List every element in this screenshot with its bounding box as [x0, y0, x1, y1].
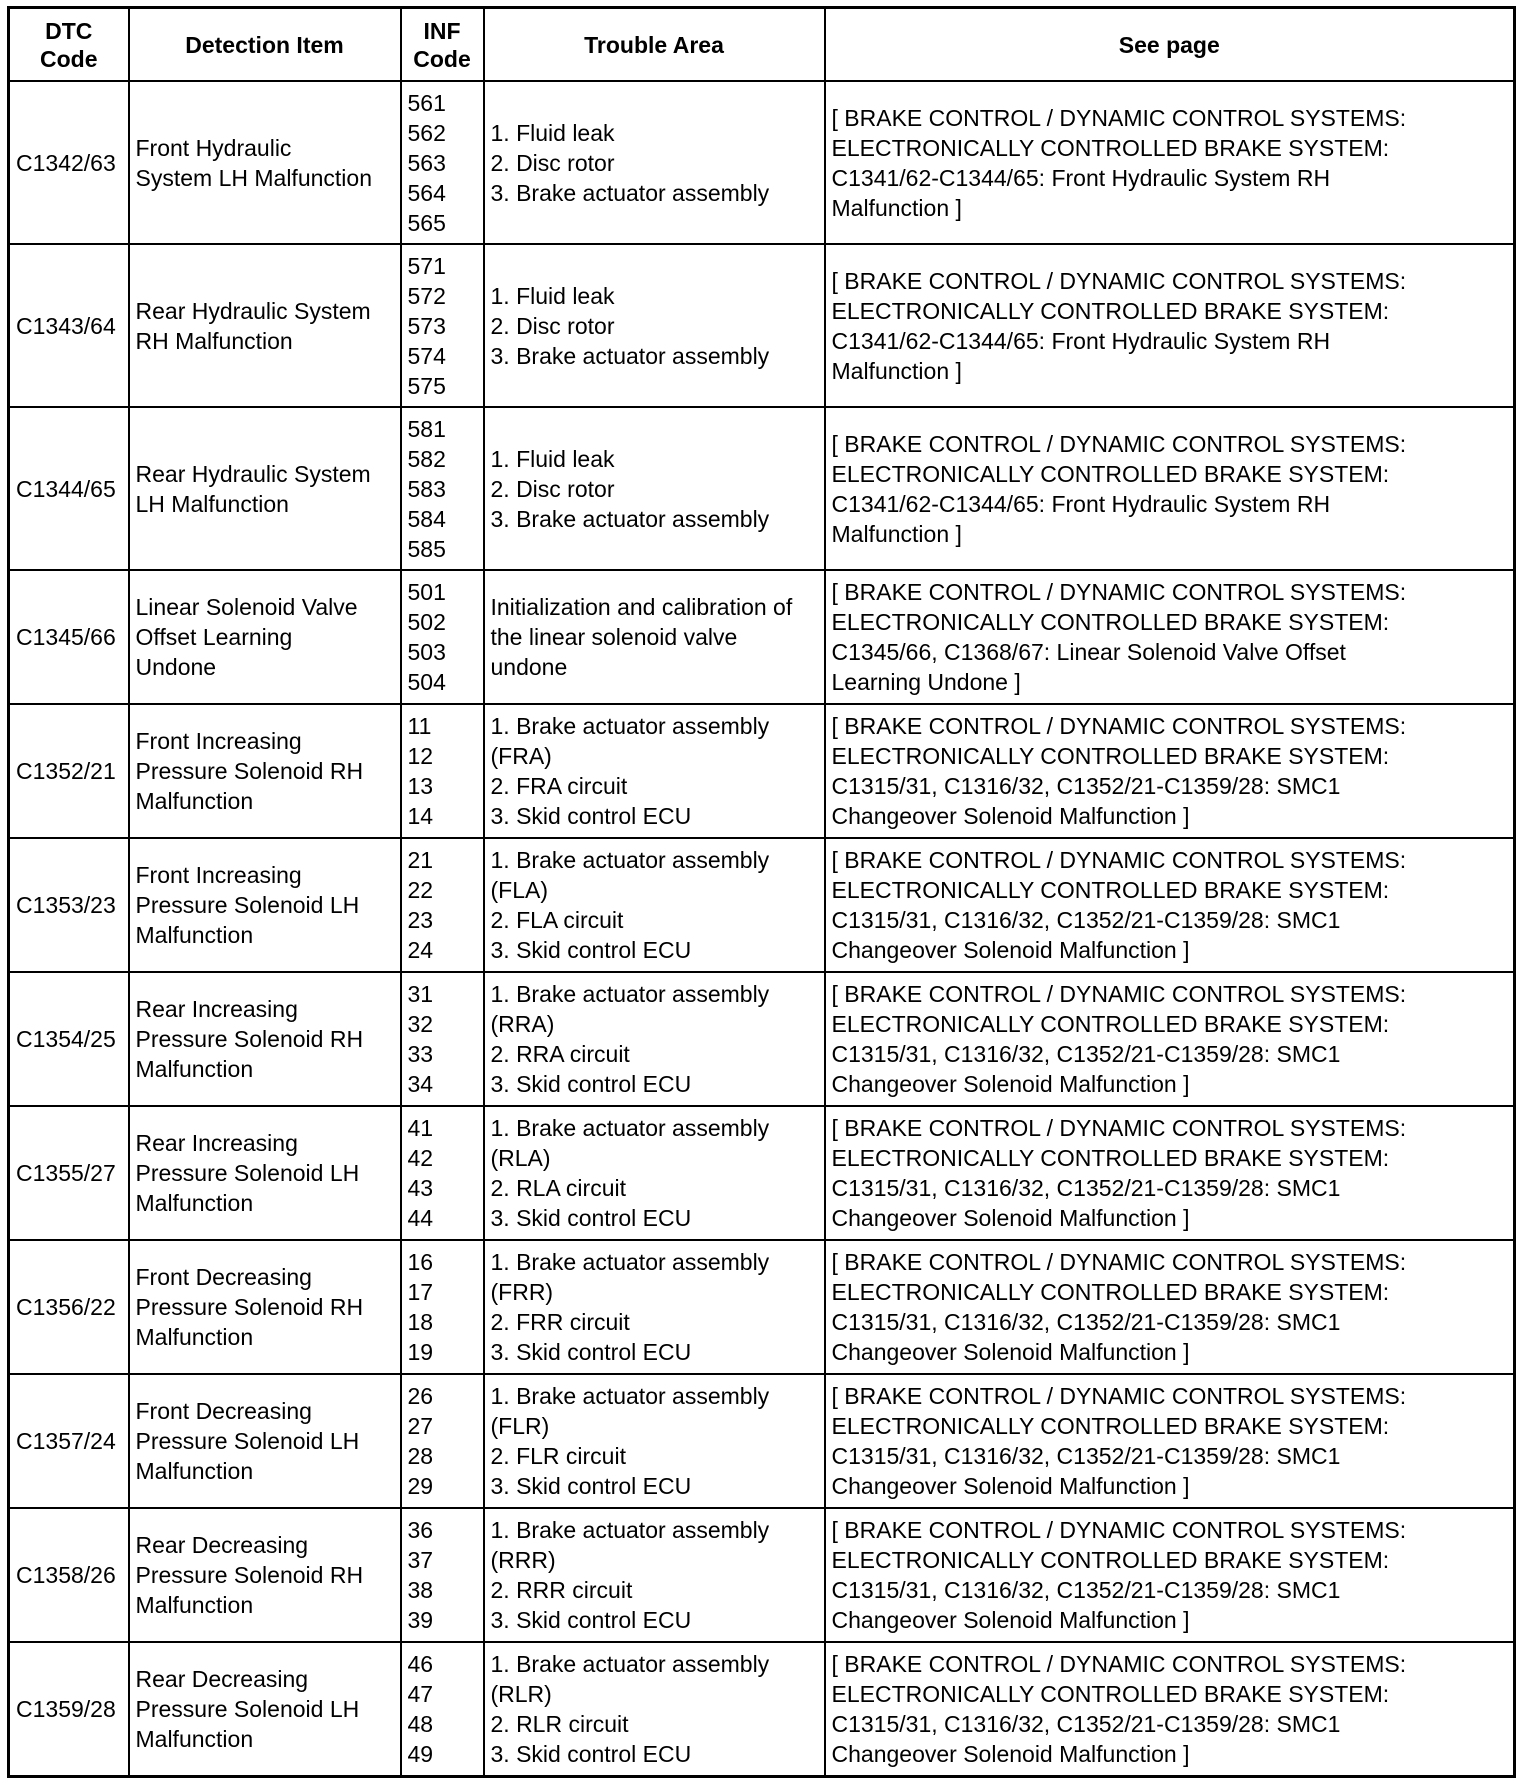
inf-code-cell	[401, 1106, 484, 1240]
trouble-area-line: 2. Disc rotor	[490, 312, 615, 339]
see-page-line: Changeover Solenoid Malfunction ]	[831, 1339, 1190, 1365]
detection-item-cell	[129, 1642, 401, 1777]
trouble-area-line: 1. Brake actuator assembly	[490, 847, 770, 873]
see-page-line: Malfunction ]	[831, 357, 962, 384]
inf-code-line: 14	[407, 803, 434, 829]
inf-code-line: 27	[407, 1413, 434, 1439]
table-row	[9, 1508, 1515, 1642]
inf-code-line: 31	[407, 981, 434, 1007]
table-row	[9, 1642, 1515, 1777]
trouble-area-cell	[484, 1240, 825, 1374]
header-see-page: See page	[825, 8, 1515, 82]
detection-item-line: Front Hydraulic	[135, 134, 292, 161]
see-page-line: [ BRAKE CONTROL / DYNAMIC CONTROL SYSTEMS:	[831, 1115, 1407, 1141]
see-page-cell	[825, 1240, 1515, 1374]
see-page-line: ELECTRONICALLY CONTROLLED BRAKE SYSTEM:	[831, 134, 1390, 161]
trouble-area-line: 2. RLA circuit	[490, 1175, 626, 1201]
trouble-area-line: (RRA)	[490, 1011, 555, 1037]
see-page-cell	[825, 972, 1515, 1106]
dtc-table	[7, 6, 1516, 1778]
see-page-line: ELECTRONICALLY CONTROLLED BRAKE SYSTEM:	[831, 1413, 1390, 1439]
inf-code-line: 562	[407, 119, 446, 146]
table-row	[9, 1240, 1515, 1374]
detection-item-line: Undone	[135, 654, 217, 680]
trouble-area-line: (FLA)	[490, 877, 548, 903]
trouble-area-line: 3. Brake actuator assembly	[490, 179, 770, 206]
see-page-line: Changeover Solenoid Malfunction ]	[831, 1741, 1190, 1767]
inf-code-cell	[401, 407, 484, 570]
trouble-area-cell	[484, 81, 825, 244]
detection-item-line: Pressure Solenoid LH	[135, 1428, 360, 1454]
detection-item-line: Offset Learning	[135, 624, 293, 650]
detection-item-line: Front Decreasing	[135, 1264, 312, 1290]
header-dtc-code	[9, 8, 129, 82]
trouble-area-cell	[484, 1374, 825, 1508]
detection-item-line: Rear Hydraulic System	[135, 297, 371, 324]
detection-item-cell	[129, 81, 401, 244]
see-page-cell	[825, 1508, 1515, 1642]
inf-code-line: 574	[407, 342, 446, 369]
trouble-area-line: 3. Skid control ECU	[490, 1071, 692, 1097]
see-page-line: [ BRAKE CONTROL / DYNAMIC CONTROL SYSTEMS:	[831, 847, 1407, 873]
detection-item-line: Malfunction	[135, 922, 254, 948]
see-page-line: [ BRAKE CONTROL / DYNAMIC CONTROL SYSTEMS:	[831, 1517, 1407, 1543]
see-page-line: C1341/62-C1344/65: Front Hydraulic System RH	[831, 164, 1331, 191]
see-page-line: C1315/31, C1316/32, C1352/21-C1359/28: SMC1	[831, 773, 1341, 799]
detection-item-line: Rear Decreasing	[135, 1532, 309, 1558]
trouble-area-line: 2. FRA circuit	[490, 773, 628, 799]
trouble-area-line: 3. Skid control ECU	[490, 1339, 692, 1365]
see-page-cell	[825, 244, 1515, 407]
see-page-cell	[825, 407, 1515, 570]
inf-code-line: 575	[407, 372, 446, 399]
dtc-code-cell: C1353/23	[9, 838, 129, 972]
inf-code-line: 573	[407, 312, 446, 339]
inf-code-cell	[401, 1642, 484, 1777]
inf-code-line: 564	[407, 179, 446, 206]
inf-code-line: 12	[407, 743, 434, 769]
detection-item-line: Malfunction	[135, 1324, 254, 1350]
inf-code-line: 19	[407, 1339, 434, 1365]
see-page-line: ELECTRONICALLY CONTROLLED BRAKE SYSTEM:	[831, 1279, 1390, 1305]
see-page-line: ELECTRONICALLY CONTROLLED BRAKE SYSTEM:	[831, 1011, 1390, 1037]
detection-item-cell	[129, 570, 401, 704]
trouble-area-line: 3. Skid control ECU	[490, 937, 692, 963]
see-page-line: [ BRAKE CONTROL / DYNAMIC CONTROL SYSTEMS:	[831, 579, 1407, 605]
detection-item-cell	[129, 1240, 401, 1374]
see-page-cell	[825, 838, 1515, 972]
trouble-area-line: Initialization and calibration of	[490, 594, 793, 620]
inf-code-line: 584	[407, 505, 446, 532]
trouble-area-line: 3. Brake actuator assembly	[490, 505, 770, 532]
detection-item-line: Front Increasing	[135, 862, 302, 888]
trouble-area-cell	[484, 838, 825, 972]
detection-item-line: System LH Malfunction	[135, 164, 372, 191]
see-page-line: C1315/31, C1316/32, C1352/21-C1359/28: SMC1	[831, 1711, 1341, 1737]
trouble-area-line: 1. Brake actuator assembly	[490, 713, 770, 739]
trouble-area-line: undone	[490, 654, 568, 680]
inf-code-line: 43	[407, 1175, 434, 1201]
inf-code-line: 36	[407, 1517, 434, 1543]
trouble-area-line: 1. Brake actuator assembly	[490, 1517, 770, 1543]
see-page-line: [ BRAKE CONTROL / DYNAMIC CONTROL SYSTEMS:	[831, 1383, 1407, 1409]
trouble-area-line: 2. RLR circuit	[490, 1711, 629, 1737]
see-page-line: ELECTRONICALLY CONTROLLED BRAKE SYSTEM:	[831, 297, 1390, 324]
trouble-area-line: 2. Disc rotor	[490, 475, 615, 502]
trouble-area-line: 1. Brake actuator assembly	[490, 1249, 770, 1275]
inf-code-line: 17	[407, 1279, 434, 1305]
inf-code-line: 49	[407, 1741, 434, 1767]
trouble-area-line: the linear solenoid valve	[490, 624, 738, 650]
trouble-area-line: 3. Brake actuator assembly	[490, 342, 770, 369]
trouble-area-line: 2. FLR circuit	[490, 1443, 626, 1469]
trouble-area-line: 2. FLA circuit	[490, 907, 624, 933]
inf-code-line: 16	[407, 1249, 434, 1275]
inf-code-cell	[401, 1508, 484, 1642]
trouble-area-line: (RLR)	[490, 1681, 552, 1707]
inf-code-line: 29	[407, 1473, 434, 1499]
inf-code-line: 28	[407, 1443, 434, 1469]
trouble-area-line: 1. Fluid leak	[490, 119, 615, 146]
see-page-line: Changeover Solenoid Malfunction ]	[831, 1205, 1190, 1231]
detection-item-line: Pressure Solenoid RH	[135, 1026, 364, 1052]
trouble-area-cell	[484, 1106, 825, 1240]
see-page-line: C1315/31, C1316/32, C1352/21-C1359/28: SMC1	[831, 1041, 1341, 1067]
table-row	[9, 570, 1515, 704]
detection-item-line: Front Increasing	[135, 728, 302, 754]
inf-code-line: 18	[407, 1309, 434, 1335]
inf-code-line: 39	[407, 1607, 434, 1633]
header-dtc-line: Code	[40, 45, 98, 72]
inf-code-line: 11	[407, 713, 432, 739]
inf-code-line: 26	[407, 1383, 434, 1409]
inf-code-cell	[401, 838, 484, 972]
trouble-area-line: 2. RRA circuit	[490, 1041, 630, 1067]
inf-code-line: 46	[407, 1651, 434, 1677]
see-page-line: ELECTRONICALLY CONTROLLED BRAKE SYSTEM:	[831, 460, 1390, 487]
see-page-line: C1345/66, C1368/67: Linear Solenoid Valve Offset	[831, 639, 1346, 665]
header-inf-line: Code	[413, 45, 471, 72]
table-row	[9, 704, 1515, 838]
detection-item-line: Rear Increasing	[135, 1130, 298, 1156]
see-page-line: Changeover Solenoid Malfunction ]	[831, 1071, 1190, 1097]
dtc-code-cell: C1359/28	[9, 1642, 129, 1777]
inf-code-line: 44	[407, 1205, 434, 1231]
detection-item-line: LH Malfunction	[135, 490, 289, 517]
detection-item-line: Malfunction	[135, 1190, 254, 1216]
trouble-area-line: 2. RRR circuit	[490, 1577, 633, 1603]
detection-item-line: Pressure Solenoid RH	[135, 1562, 364, 1588]
header-row	[9, 8, 1515, 82]
inf-code-line: 563	[407, 149, 446, 176]
see-page-line: Learning Undone ]	[831, 669, 1021, 695]
see-page-line: [ BRAKE CONTROL / DYNAMIC CONTROL SYSTEMS:	[831, 713, 1407, 739]
inf-code-line: 37	[407, 1547, 434, 1573]
trouble-area-cell	[484, 1508, 825, 1642]
inf-code-line: 22	[407, 877, 434, 903]
table-row	[9, 838, 1515, 972]
see-page-cell	[825, 1642, 1515, 1777]
trouble-area-line: 2. FRR circuit	[490, 1309, 630, 1335]
see-page-line: Malfunction ]	[831, 194, 962, 221]
see-page-line: [ BRAKE CONTROL / DYNAMIC CONTROL SYSTEMS:	[831, 430, 1407, 457]
trouble-area-cell	[484, 244, 825, 407]
trouble-area-line: 3. Skid control ECU	[490, 1473, 692, 1499]
dtc-code-cell: C1355/27	[9, 1106, 129, 1240]
header-trouble-area: Trouble Area	[484, 8, 825, 82]
dtc-table-container	[7, 6, 1516, 1778]
see-page-cell	[825, 570, 1515, 704]
trouble-area-line: (RLA)	[490, 1145, 551, 1171]
detection-item-line: Pressure Solenoid LH	[135, 1160, 360, 1186]
see-page-line: C1315/31, C1316/32, C1352/21-C1359/28: SMC1	[831, 1175, 1341, 1201]
trouble-area-line: 3. Skid control ECU	[490, 803, 692, 829]
trouble-area-line: 1. Brake actuator assembly	[490, 1651, 770, 1677]
inf-code-line: 42	[407, 1145, 434, 1171]
detection-item-cell	[129, 407, 401, 570]
table-row	[9, 1106, 1515, 1240]
detection-item-line: Linear Solenoid Valve	[135, 594, 358, 620]
inf-code-line: 583	[407, 475, 446, 502]
detection-item-line: Malfunction	[135, 788, 254, 814]
trouble-area-line: (FRA)	[490, 743, 552, 769]
detection-item-cell	[129, 1508, 401, 1642]
inf-code-line: 585	[407, 535, 446, 562]
see-page-cell	[825, 81, 1515, 244]
inf-code-line: 32	[407, 1011, 434, 1037]
trouble-area-cell	[484, 704, 825, 838]
see-page-line: ELECTRONICALLY CONTROLLED BRAKE SYSTEM:	[831, 1145, 1390, 1171]
trouble-area-cell	[484, 972, 825, 1106]
trouble-area-line: 1. Brake actuator assembly	[490, 1383, 770, 1409]
detection-item-cell	[129, 1374, 401, 1508]
inf-code-cell	[401, 81, 484, 244]
inf-code-line: 582	[407, 445, 446, 472]
trouble-area-cell	[484, 570, 825, 704]
inf-code-line: 33	[407, 1041, 434, 1067]
see-page-line: [ BRAKE CONTROL / DYNAMIC CONTROL SYSTEMS:	[831, 1651, 1407, 1677]
trouble-area-line: 2. Disc rotor	[490, 149, 615, 176]
detection-item-cell	[129, 972, 401, 1106]
inf-code-line: 565	[407, 209, 446, 236]
see-page-line: C1341/62-C1344/65: Front Hydraulic System RH	[831, 490, 1331, 517]
dtc-code-cell: C1352/21	[9, 704, 129, 838]
see-page-line: ELECTRONICALLY CONTROLLED BRAKE SYSTEM:	[831, 1547, 1390, 1573]
dtc-code-cell: C1356/22	[9, 1240, 129, 1374]
see-page-line: C1315/31, C1316/32, C1352/21-C1359/28: SMC1	[831, 1577, 1341, 1603]
see-page-line: C1315/31, C1316/32, C1352/21-C1359/28: SMC1	[831, 1309, 1341, 1335]
see-page-line: [ BRAKE CONTROL / DYNAMIC CONTROL SYSTEMS:	[831, 267, 1407, 294]
trouble-area-line: 3. Skid control ECU	[490, 1205, 692, 1231]
detection-item-line: RH Malfunction	[135, 327, 293, 354]
inf-code-line: 34	[407, 1071, 434, 1097]
inf-code-line: 38	[407, 1577, 434, 1603]
see-page-line: Changeover Solenoid Malfunction ]	[831, 937, 1190, 963]
table-row	[9, 81, 1515, 244]
detection-item-line: Malfunction	[135, 1458, 254, 1484]
inf-code-line: 503	[407, 639, 446, 665]
dtc-code-cell: C1342/63	[9, 81, 129, 244]
detection-item-line: Front Decreasing	[135, 1398, 312, 1424]
see-page-line: ELECTRONICALLY CONTROLLED BRAKE SYSTEM:	[831, 1681, 1390, 1707]
dtc-code-cell: C1357/24	[9, 1374, 129, 1508]
see-page-line: ELECTRONICALLY CONTROLLED BRAKE SYSTEM:	[831, 877, 1390, 903]
detection-item-line: Rear Hydraulic System	[135, 460, 371, 487]
see-page-line: C1315/31, C1316/32, C1352/21-C1359/28: SMC1	[831, 907, 1341, 933]
detection-item-cell	[129, 1106, 401, 1240]
table-row	[9, 407, 1515, 570]
table-row	[9, 972, 1515, 1106]
inf-code-line: 48	[407, 1711, 434, 1737]
trouble-area-line: 1. Fluid leak	[490, 445, 615, 472]
inf-code-line: 13	[407, 773, 434, 799]
trouble-area-cell	[484, 1642, 825, 1777]
detection-item-line: Malfunction	[135, 1056, 254, 1082]
detection-item-line: Pressure Solenoid RH	[135, 1294, 364, 1320]
inf-code-cell	[401, 244, 484, 407]
inf-code-cell	[401, 704, 484, 838]
see-page-line: Malfunction ]	[831, 520, 962, 547]
table-header	[9, 8, 1515, 82]
header-dtc-line: DTC	[45, 17, 93, 44]
detection-item-cell	[129, 704, 401, 838]
trouble-area-line: 1. Brake actuator assembly	[490, 1115, 770, 1141]
trouble-area-line: (FLR)	[490, 1413, 550, 1439]
detection-item-line: Rear Decreasing	[135, 1666, 309, 1692]
trouble-area-line: (FRR)	[490, 1279, 554, 1305]
dtc-code-cell: C1358/26	[9, 1508, 129, 1642]
inf-code-cell	[401, 972, 484, 1106]
dtc-code-cell: C1344/65	[9, 407, 129, 570]
dtc-code-cell: C1343/64	[9, 244, 129, 407]
detection-item-cell	[129, 244, 401, 407]
inf-code-line: 23	[407, 907, 434, 933]
table-body	[9, 81, 1515, 1777]
see-page-line: C1315/31, C1316/32, C1352/21-C1359/28: SMC1	[831, 1443, 1341, 1469]
see-page-line: ELECTRONICALLY CONTROLLED BRAKE SYSTEM:	[831, 609, 1390, 635]
see-page-line: Changeover Solenoid Malfunction ]	[831, 1607, 1190, 1633]
trouble-area-cell	[484, 407, 825, 570]
inf-code-line: 572	[407, 282, 446, 309]
trouble-area-line: 1. Fluid leak	[490, 282, 615, 309]
trouble-area-line: 1. Brake actuator assembly	[490, 981, 770, 1007]
inf-code-cell	[401, 1374, 484, 1508]
trouble-area-line: (RRR)	[490, 1547, 556, 1573]
trouble-area-line: 3. Skid control ECU	[490, 1741, 692, 1767]
detection-item-cell	[129, 838, 401, 972]
inf-code-line: 24	[407, 937, 434, 963]
header-inf-code	[401, 8, 484, 82]
see-page-line: [ BRAKE CONTROL / DYNAMIC CONTROL SYSTEMS:	[831, 104, 1407, 131]
trouble-area-line: 3. Skid control ECU	[490, 1607, 692, 1633]
inf-code-line: 41	[407, 1115, 434, 1141]
inf-code-line: 504	[407, 669, 446, 695]
see-page-cell	[825, 704, 1515, 838]
table-row	[9, 244, 1515, 407]
header-inf-line: INF	[423, 17, 461, 44]
detection-item-line: Pressure Solenoid LH	[135, 1696, 360, 1722]
detection-item-line: Rear Increasing	[135, 996, 298, 1022]
inf-code-line: 571	[407, 252, 446, 279]
see-page-line: ELECTRONICALLY CONTROLLED BRAKE SYSTEM:	[831, 743, 1390, 769]
dtc-code-cell: C1354/25	[9, 972, 129, 1106]
inf-code-line: 581	[407, 415, 446, 442]
detection-item-line: Pressure Solenoid RH	[135, 758, 364, 784]
detection-item-line: Malfunction	[135, 1592, 254, 1618]
inf-code-line: 501	[407, 579, 446, 605]
dtc-code-cell: C1345/66	[9, 570, 129, 704]
see-page-cell	[825, 1106, 1515, 1240]
inf-code-line: 502	[407, 609, 446, 635]
see-page-cell	[825, 1374, 1515, 1508]
see-page-line: [ BRAKE CONTROL / DYNAMIC CONTROL SYSTEMS:	[831, 1249, 1407, 1275]
see-page-line: Changeover Solenoid Malfunction ]	[831, 803, 1190, 829]
inf-code-cell	[401, 1240, 484, 1374]
inf-code-line: 21	[407, 847, 434, 873]
inf-code-line: 561	[407, 89, 446, 116]
inf-code-cell	[401, 570, 484, 704]
detection-item-line: Pressure Solenoid LH	[135, 892, 360, 918]
detection-item-line: Malfunction	[135, 1726, 254, 1752]
table-row	[9, 1374, 1515, 1508]
see-page-line: [ BRAKE CONTROL / DYNAMIC CONTROL SYSTEMS:	[831, 981, 1407, 1007]
see-page-line: Changeover Solenoid Malfunction ]	[831, 1473, 1190, 1499]
see-page-line: C1341/62-C1344/65: Front Hydraulic System RH	[831, 327, 1331, 354]
inf-code-line: 47	[407, 1681, 434, 1707]
header-detection-item: Detection Item	[129, 8, 401, 82]
